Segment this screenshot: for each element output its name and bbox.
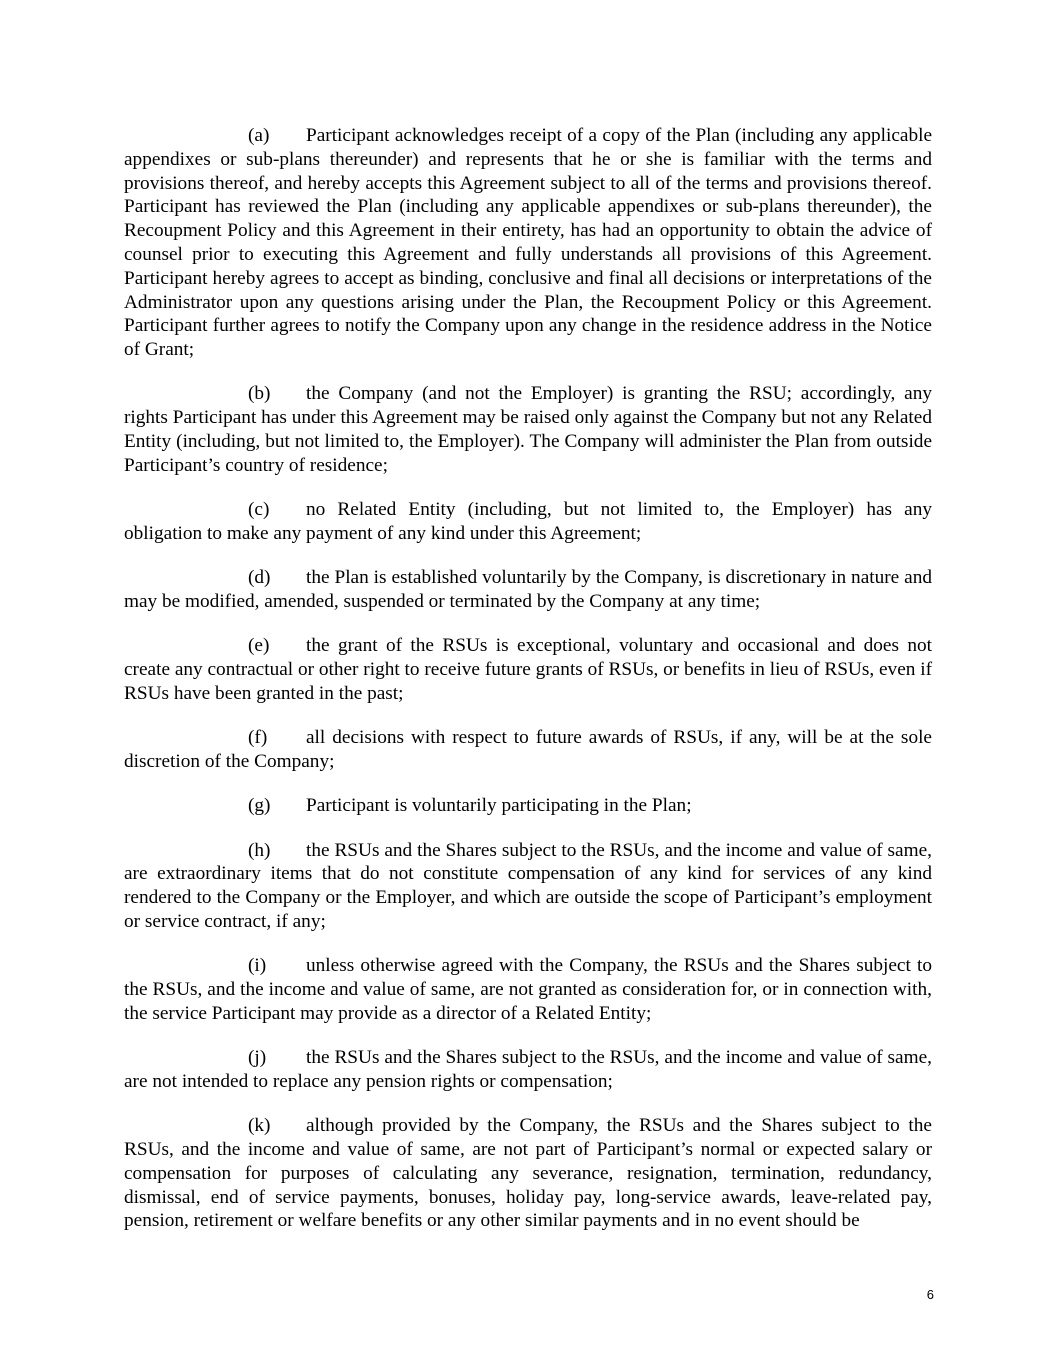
clause-e: [124, 634, 932, 705]
clause-label: (a): [248, 125, 270, 146]
clause-c: [124, 498, 932, 546]
clause-text: the grant of the RSUs is exceptional, voluntary and occasional and does not create any contractual or other right to receive future grants of RSUs, or benefits in lieu of RSUs, even if RSUs have been granted in the past;: [124, 635, 932, 704]
clause-i: [124, 954, 932, 1025]
clause-a: [124, 124, 932, 362]
clause-text: the RSUs and the Shares subject to the RSUs, and the income and value of same, are not intended to replace any pension rights or compensation;: [124, 1047, 932, 1092]
page-number: 6: [926, 1287, 934, 1302]
clause-f: [124, 726, 932, 774]
clause-j: [124, 1046, 932, 1094]
document-body: [124, 124, 932, 1254]
clause-label: (f): [248, 727, 268, 749]
clause-d: [124, 566, 932, 614]
clause-text: no Related Entity (including, but not limited to, the Employer) has any obligation to make any payment of any kind under this Agreement;: [124, 499, 932, 544]
clause-h: [124, 839, 932, 934]
clause-label: (e): [248, 635, 270, 657]
clause-g: [124, 794, 932, 818]
clause-text: Participant is voluntarily participating in the Plan;: [306, 795, 692, 817]
clause-label: (d): [248, 567, 271, 589]
clause-label: (b): [248, 383, 271, 405]
clause-label: (h): [248, 839, 271, 861]
clause-text: Participant acknowledges receipt of a copy of the Plan (including any applicable appendixes or sub-plans thereunder) and represents that he or she is familiar with the terms and provisions thereof, and hereby accepts this Agreement subject to all of the terms and provisions thereof. Participant has reviewed the Plan (including any applicable appendixes or sub-plans thereunder), the Recoupment Policy and this Agreement in their entirety, has had an opportunity to obtain the advice of counsel prior to executing this Agreement and fully understands all provisions of this Agreement. Participant hereby agrees to accept as binding, conclusive and final all decisions or interpretations of the Administrator upon any questions arising under the Plan, the Recoupment Policy or this Agreement. Participant further agrees to notify the Company upon any change in the residence address in the Notice of Grant;: [124, 125, 932, 361]
clause-text: the RSUs and the Shares subject to the RSUs, and the income and value of same, are extraordinary items that do not constitute compensation of any kind for services of any kind rendered to the Company or the Employer, and which are outside the scope of Participant’s employment or service contract, if any;: [124, 839, 932, 933]
clause-text: the Plan is established voluntarily by the Company, is discretionary in nature and may be modified, amended, suspended or terminated by the Company at any time;: [124, 567, 932, 613]
clause-b: [124, 382, 932, 477]
clause-label: (c): [248, 499, 270, 521]
clause-text: all decisions with respect to future awards of RSUs, if any, will be at the sole discretion of the Company;: [124, 727, 932, 773]
clause-label: (i): [248, 955, 267, 977]
clause-label: (k): [248, 1115, 271, 1137]
clause-text: unless otherwise agreed with the Company, the RSUs and the Shares subject to the RSUs, and the income and value of same, are not granted as consideration for, or in connection with, the service Participant may provide as a director of a Related Entity;: [124, 955, 932, 1024]
clause-label: (g): [248, 795, 271, 817]
clause-k: [124, 1114, 932, 1233]
clause-label: (j): [248, 1047, 267, 1069]
clause-text: the Company (and not the Employer) is granting the RSU; accordingly, any rights Participant has under this Agreement may be raised only against the Company but not any Related Entity (including, but not limited to, the Employer). The Company will administer the Plan from outside Participant’s country of residence;: [124, 383, 932, 476]
clause-text: although provided by the Company, the RSUs and the Shares subject to the RSUs, and the income and value of same, are not part of Participant’s normal or expected salary or compensation for purposes of calculating any severance, resignation, termination, redundancy, dismissal, end of service payments, bonuses, holiday pay, long-service awards, leave-related pay, pension, retirement or welfare benefits or any other similar payments and in no event should be: [124, 1115, 932, 1232]
